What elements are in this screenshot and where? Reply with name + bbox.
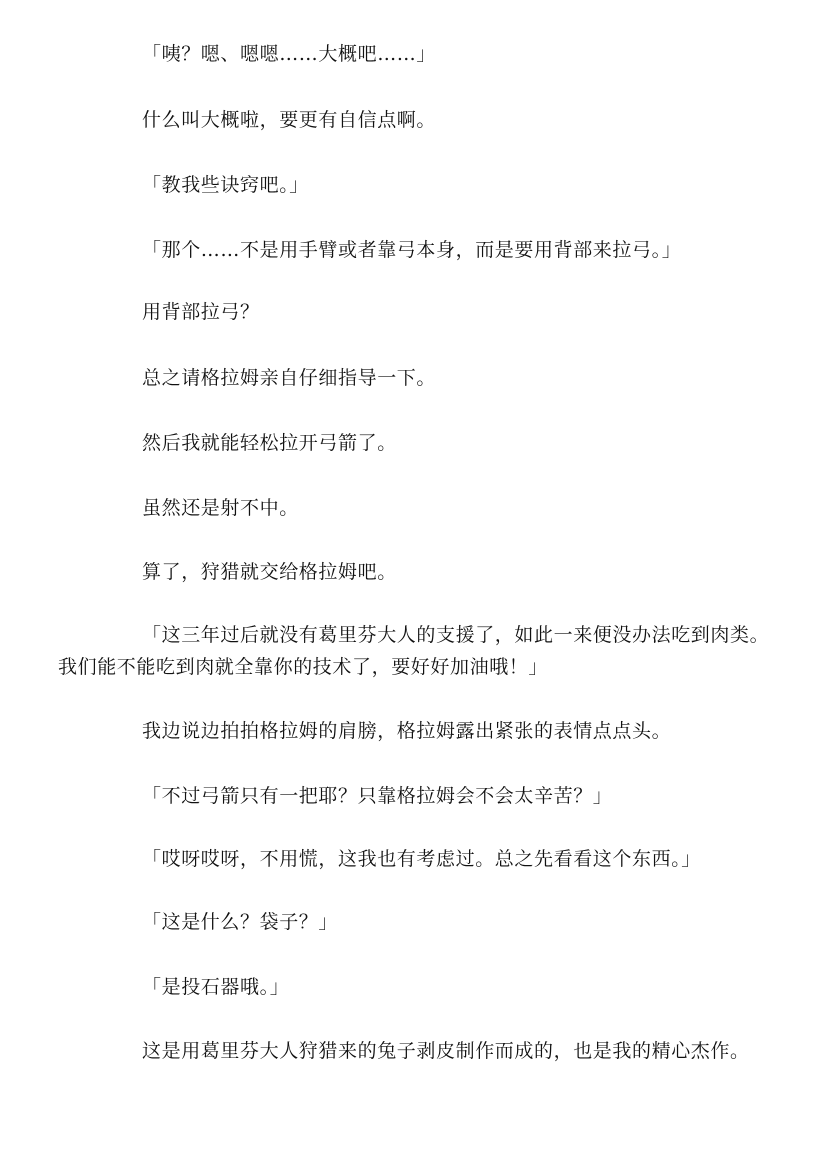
paragraph-5: 用背部拉弓？ xyxy=(142,301,260,323)
paragraph-2: 什么叫大概啦，要更有自信点啊。 xyxy=(142,109,437,131)
paragraph-14: 「这是什么？袋子？」 xyxy=(142,911,339,933)
paragraph-8: 虽然还是射不中。 xyxy=(142,497,299,519)
paragraph-6: 总之请格拉姆亲自仔细指导一下。 xyxy=(142,367,437,389)
paragraph-3: 「教我些诀窍吧。」 xyxy=(142,174,309,196)
paragraph-13: 「哎呀哎呀，不用慌，这我也有考虑过。总之先看看这个东西。」 xyxy=(142,848,701,870)
paragraph-10: 「这三年过后就没有葛里芬大人的支援了，如此一来便没办法吃到肉类。我们能不能吃到肉就全靠你的技术了，要好好加油哦！」 xyxy=(58,624,770,678)
paragraph-7: 然后我就能轻松拉开弓箭了。 xyxy=(142,432,397,454)
paragraph-11: 我边说边拍拍格拉姆的肩膀，格拉姆露出紧张的表情点点头。 xyxy=(142,720,672,742)
paragraph-15: 「是投石器哦。」 xyxy=(142,976,290,998)
paragraph-4: 「那个……不是用手臂或者靠弓本身，而是要用背部来拉弓。」 xyxy=(142,239,682,261)
paragraph-12: 「不过弓箭只有一把耶？只靠格拉姆会不会太辛苦？」 xyxy=(142,785,613,807)
paragraph-16: 这是用葛里芬大人狩猎来的兔子剥皮制作而成的，也是我的精心杰作。 xyxy=(142,1040,750,1062)
paragraph-1: 「咦？嗯、嗯嗯……大概吧……」 xyxy=(142,43,437,65)
paragraph-9: 算了，狩猎就交给格拉姆吧。 xyxy=(142,561,397,583)
